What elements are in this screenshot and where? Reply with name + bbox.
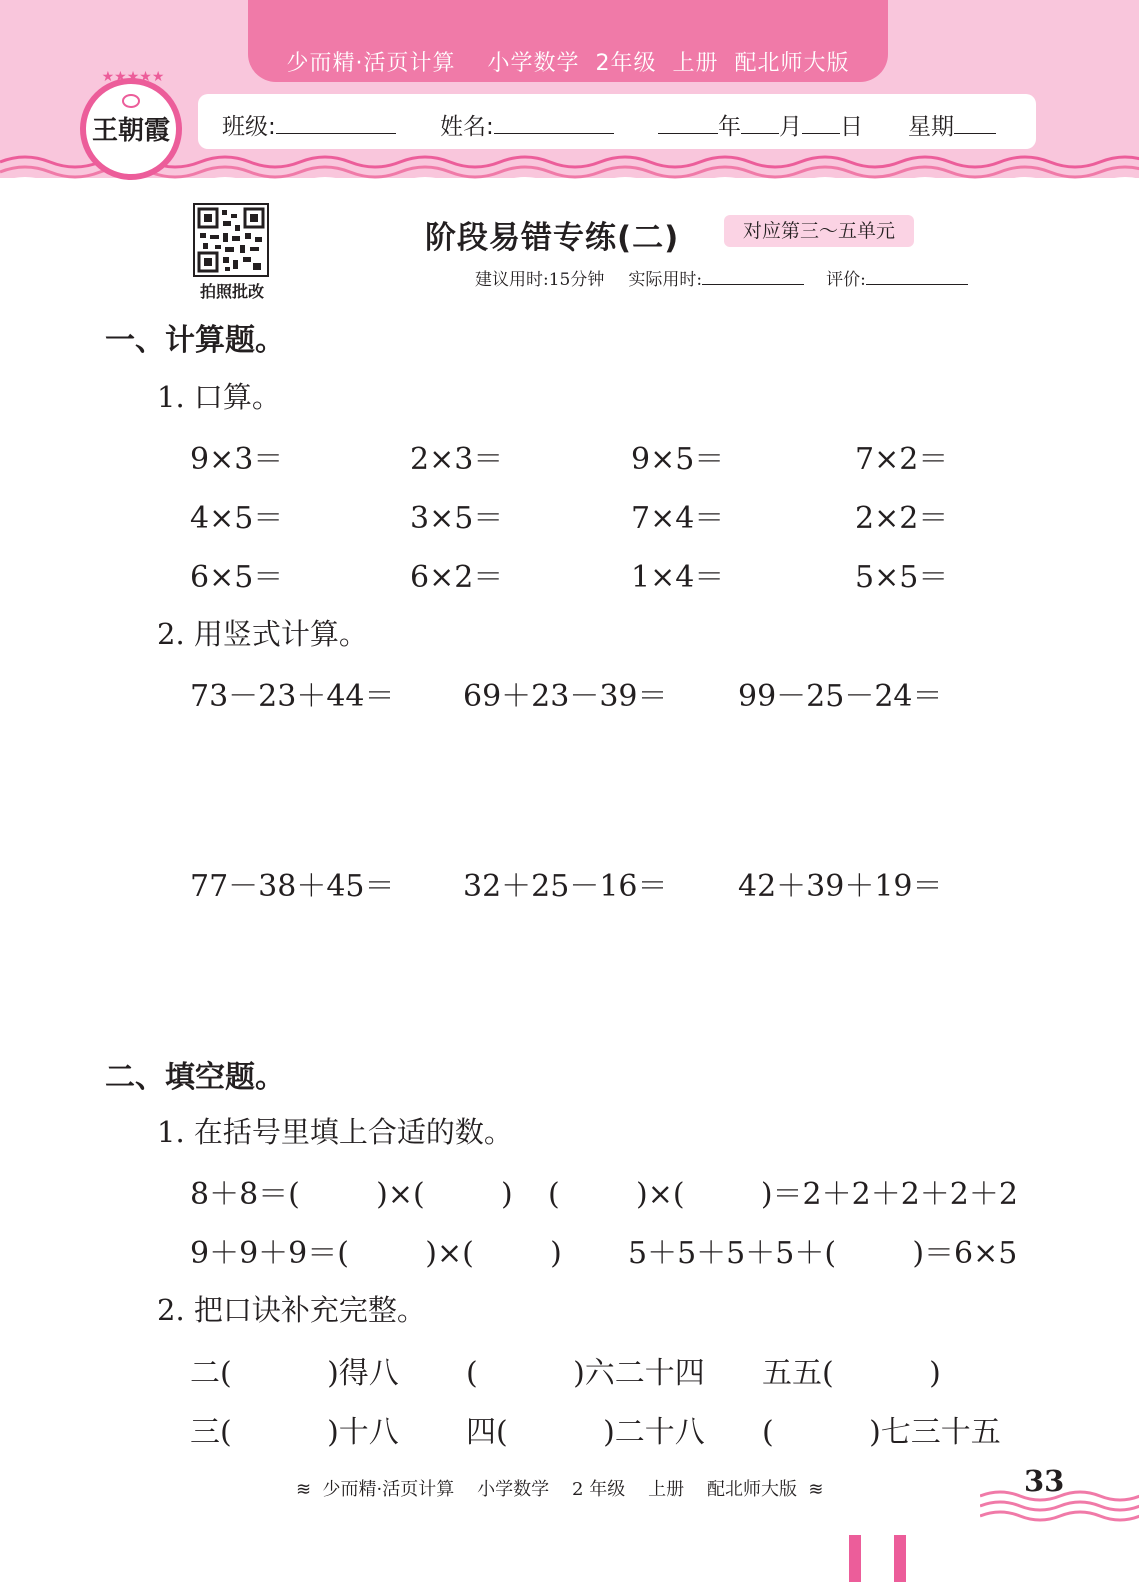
unit-tag: 对应第三～五单元 [724,215,914,247]
oral-calc-item: 7×4＝ [631,501,725,536]
vertical-calc-item: 73－23＋44＝ [190,679,395,714]
month-blank[interactable] [741,111,779,134]
qr-code-icon[interactable] [193,203,269,277]
weekday-field[interactable] [908,108,996,141]
oral-calc-item: 6×2＝ [410,560,504,595]
name-blank[interactable] [494,111,614,134]
oral-calc-item: 6×5＝ [190,560,284,595]
day-label: 日 [840,114,863,140]
vertical-calc-item: 42＋39＋19＝ [738,869,943,904]
time-evaluation-line [475,265,968,290]
rhyme-blank-item[interactable]: ( )七三十五 [762,1415,1001,1450]
binding-mark [894,1535,906,1582]
fill-q2-title: 2. 把口诀补充完整。 [157,1293,426,1327]
vertical-calc-item: 77－38＋45＝ [190,869,395,904]
series-title: 少而精·活页计算 小学数学 2年级 上册 配北师大版 [286,51,850,76]
class-field[interactable] [222,108,396,141]
evaluation-blank[interactable] [866,270,968,285]
part1-heading: 一、计算题。 [105,323,285,358]
q1-title: 1. 口算。 [157,380,281,414]
name-field[interactable] [440,108,614,141]
year-label: 年 [718,114,741,140]
vertical-calc-item: 69＋23－39＝ [463,679,668,714]
crown-icon [122,94,140,108]
actual-time-blank[interactable] [702,270,804,285]
date-field[interactable] [658,108,863,141]
logo-stars-icon: ★★★★★ [101,69,165,85]
oral-calc-item: 9×3＝ [190,442,284,477]
rhyme-blank-item[interactable]: 五五( ) [762,1356,941,1391]
oral-calc-item: 2×2＝ [855,501,949,536]
evaluation-label: 评价: [826,270,866,290]
qr-caption: 拍照批改 [199,282,264,301]
section-title: 阶段易错专练(二) [425,220,680,256]
fill-blank-item[interactable]: 9＋9＋9＝( )×( ) [190,1236,562,1271]
year-blank[interactable] [658,111,718,134]
actual-time-label: 实际用时: [628,270,703,290]
oral-calc-item: 1×4＝ [631,560,725,595]
part2-heading: 二、填空题。 [105,1060,285,1095]
binding-mark [849,1535,861,1582]
q2-title: 2. 用竖式计算。 [157,617,368,651]
weekday-label: 星期 [908,114,954,140]
rhyme-blank-item[interactable]: ( )六二十四 [466,1356,705,1391]
oral-calc-item: 4×5＝ [190,501,284,536]
vertical-calc-item: 99－25－24＝ [738,679,943,714]
oral-calc-item: 7×2＝ [855,442,949,477]
class-blank[interactable] [276,111,396,134]
weekday-blank[interactable] [954,111,996,134]
day-blank[interactable] [802,111,840,134]
class-label: 班级: [222,114,276,140]
footer-text: ≋ 少而精·活页计算 小学数学 2 年级 上册 配北师大版 ≋ [296,1479,824,1500]
oral-calc-item: 5×5＝ [855,560,949,595]
logo-text: 王朝霞 [91,116,170,146]
fill-blank-item[interactable]: 5＋5＋5＋5＋( )＝6×5 [628,1236,1018,1271]
suggested-time: 建议用时:15分钟 [475,270,605,290]
vertical-calc-item: 32＋25－16＝ [463,869,668,904]
page-number: 33 [1024,1464,1065,1498]
oral-calc-item: 9×5＝ [631,442,725,477]
rhyme-blank-item[interactable]: 二( )得八 [190,1356,399,1391]
oral-calc-item: 2×3＝ [410,442,504,477]
month-label: 月 [779,114,802,140]
oral-calc-item: 3×5＝ [410,501,504,536]
rhyme-blank-item[interactable]: 四( )二十八 [466,1415,705,1450]
fill-blank-item[interactable]: ( )×( )＝2＋2＋2＋2＋2 [548,1177,1018,1212]
fill-blank-item[interactable]: 8＋8＝( )×( ) [190,1177,513,1212]
rhyme-blank-item[interactable]: 三( )十八 [190,1415,399,1450]
fill-q1-title: 1. 在括号里填上合适的数。 [157,1115,513,1149]
name-label: 姓名: [440,114,494,140]
